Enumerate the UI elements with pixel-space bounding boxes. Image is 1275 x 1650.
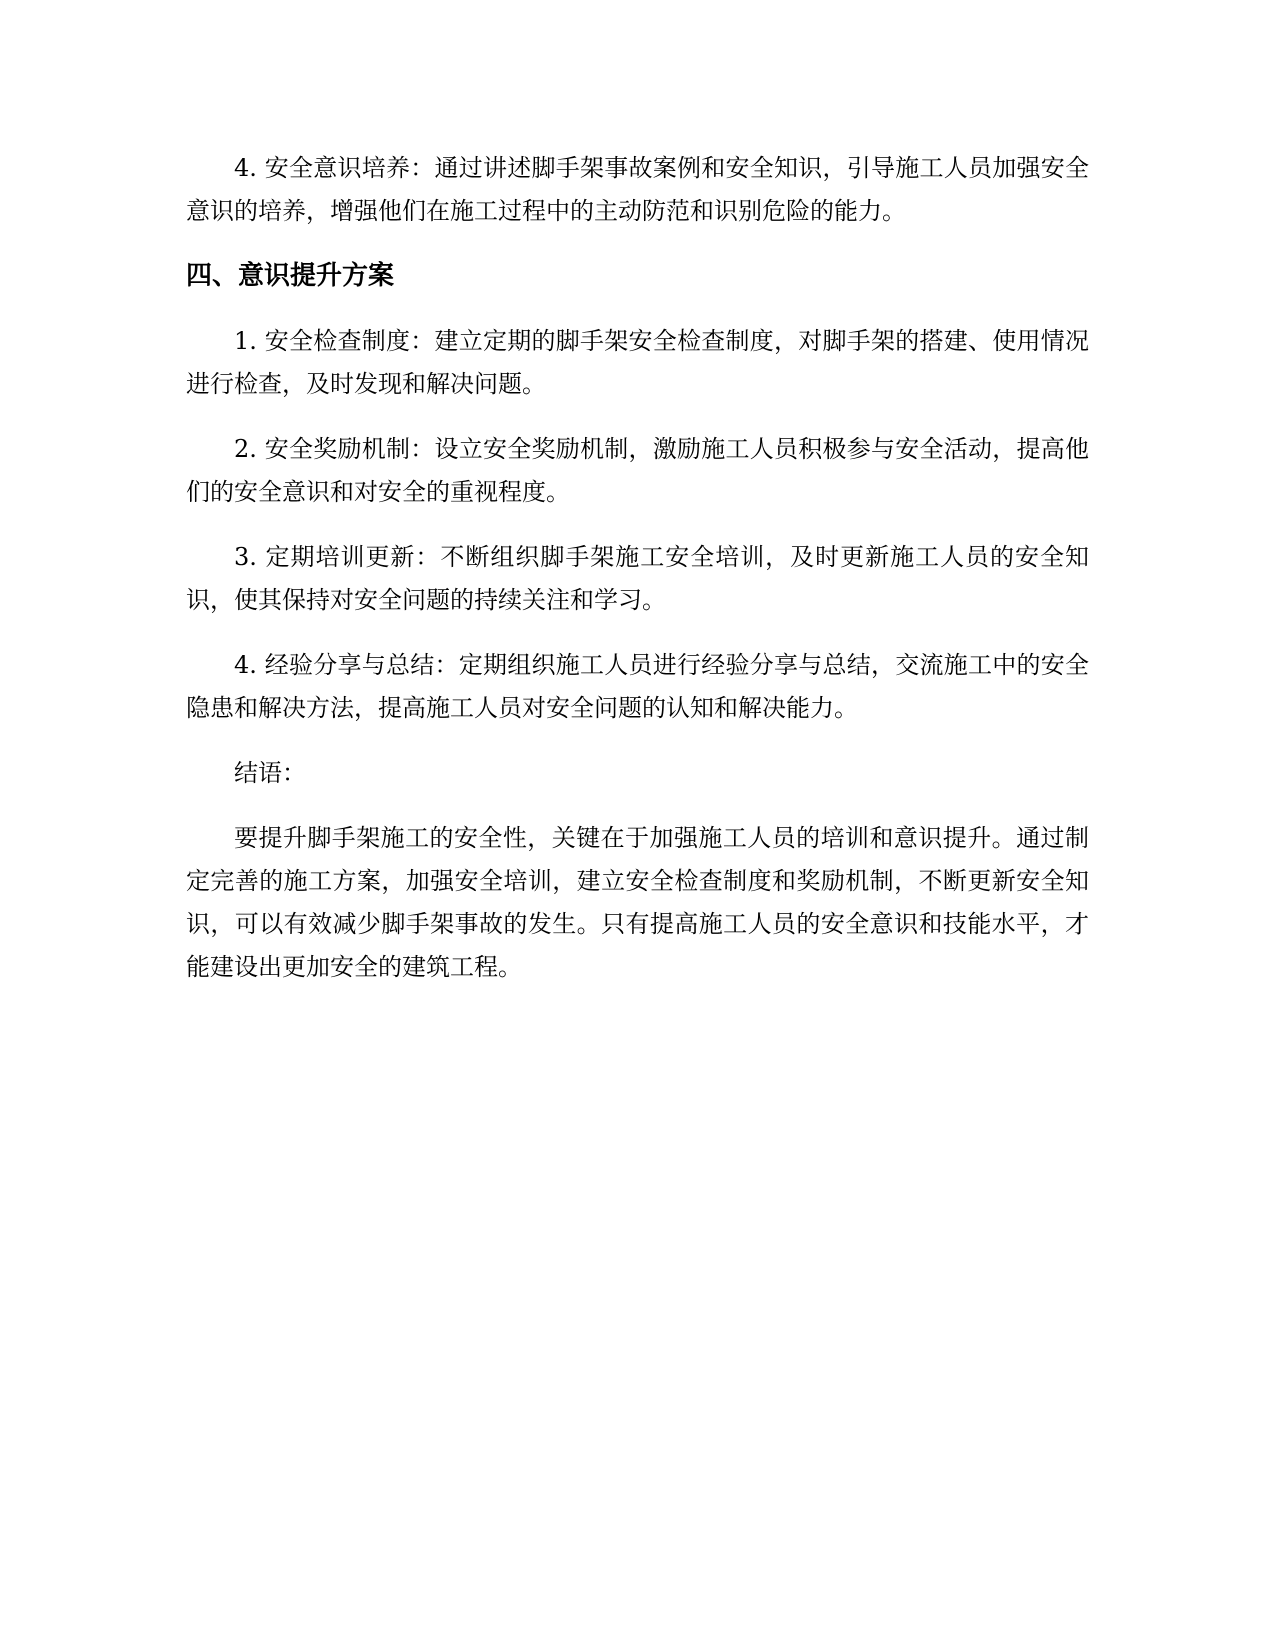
list-item: 4. 经验分享与总结：定期组织施工人员进行经验分享与总结，交流施工中的安全隐患和解决方法，提高施工人员对安全问题的认知和解决能力。 xyxy=(186,651,1089,722)
document-body xyxy=(186,147,1089,1011)
section-heading: 四、意识提升方案 xyxy=(186,261,395,291)
list-item: 1. 安全检查制度：建立定期的脚手架安全检查制度，对脚手架的搭建、使用情况进行检查，及时发现和解决问题。 xyxy=(186,327,1089,398)
list-item: 2. 安全奖励机制：设立安全奖励机制，激励施工人员积极参与安全活动，提高他们的安全意识和对安全的重视程度。 xyxy=(186,435,1089,506)
list-item: 3. 定期培训更新：不断组织脚手架施工安全培训，及时更新施工人员的安全知识，使其保持对安全问题的持续关注和学习。 xyxy=(186,543,1089,614)
conclusion-label: 结语： xyxy=(234,759,306,787)
intro-list-item: 4. 安全意识培养：通过讲述脚手架事故案例和安全知识，引导施工人员加强安全意识的培养，增强他们在施工过程中的主动防范和识别危险的能力。 xyxy=(186,154,1089,225)
conclusion-paragraph: 要提升脚手架施工的安全性，关键在于加强施工人员的培训和意识提升。通过制定完善的施工方案，加强安全培训，建立安全检查制度和奖励机制，不断更新安全知识，可以有效减少脚手架事故的发生。只有提高施工人员的安全意识和技能水平，才能建设出更加安全的建筑工程。 xyxy=(186,824,1089,981)
